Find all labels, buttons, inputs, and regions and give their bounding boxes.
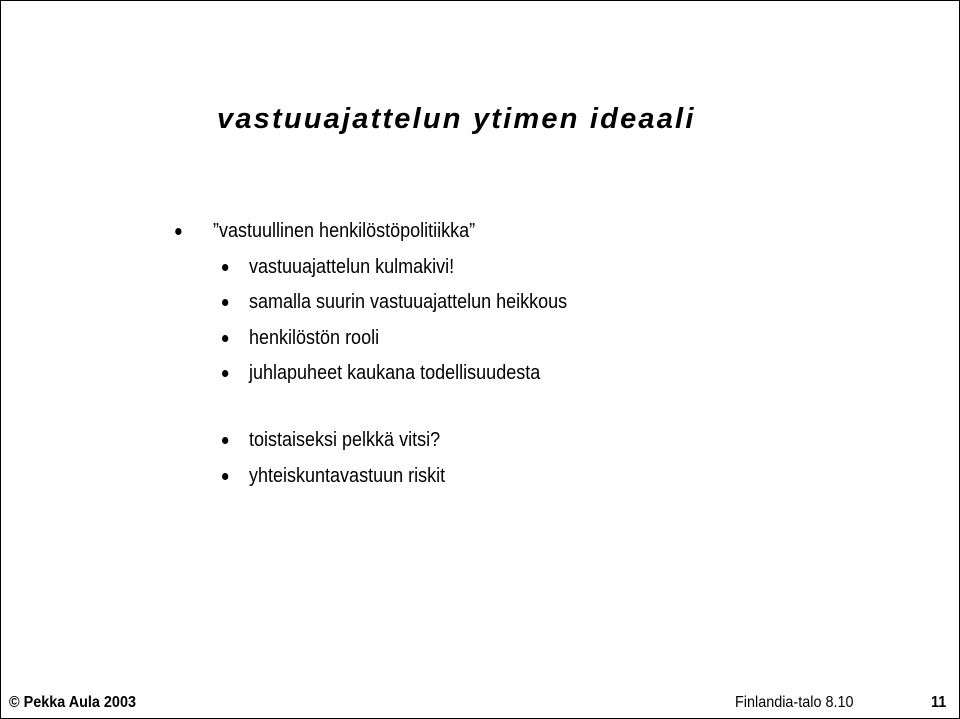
bullet-text: juhlapuheet kaukana todellisuudesta <box>249 362 541 384</box>
bullet-item <box>249 428 440 452</box>
footer-copyright: © Pekka Aula 2003 <box>9 694 136 711</box>
bullet-dot-icon <box>222 370 228 377</box>
bullet-item <box>249 361 540 385</box>
bullet-text: samalla suurin vastuuajattelun heikkous <box>249 291 568 313</box>
bullet-item <box>249 464 445 488</box>
bullet-dot-icon <box>222 473 228 480</box>
footer-event: Finlandia-talo 8.10 <box>735 694 854 711</box>
bullet-text: henkilöstön rooli <box>249 327 380 349</box>
bullet-item <box>249 255 454 279</box>
page-number: 11 <box>931 694 947 711</box>
bullet-item <box>249 290 567 314</box>
bullet-dot-icon <box>175 228 181 235</box>
bullet-dot-icon <box>222 335 228 342</box>
bullet-dot-icon <box>222 437 228 444</box>
bullet-item <box>213 219 475 243</box>
bullet-text: vastuuajattelun kulmakivi! <box>249 256 455 278</box>
bullet-text: ”vastuullinen henkilöstöpolitiikka” <box>213 220 476 242</box>
bullet-text: toistaiseksi pelkkä vitsi? <box>249 429 441 451</box>
bullet-dot-icon <box>222 299 228 306</box>
bullet-dot-icon <box>222 264 228 271</box>
slide-title: vastuuajattelun ytimen ideaali <box>217 103 696 135</box>
bullet-text: yhteiskuntavastuun riskit <box>249 465 446 487</box>
bullet-item <box>249 326 379 350</box>
